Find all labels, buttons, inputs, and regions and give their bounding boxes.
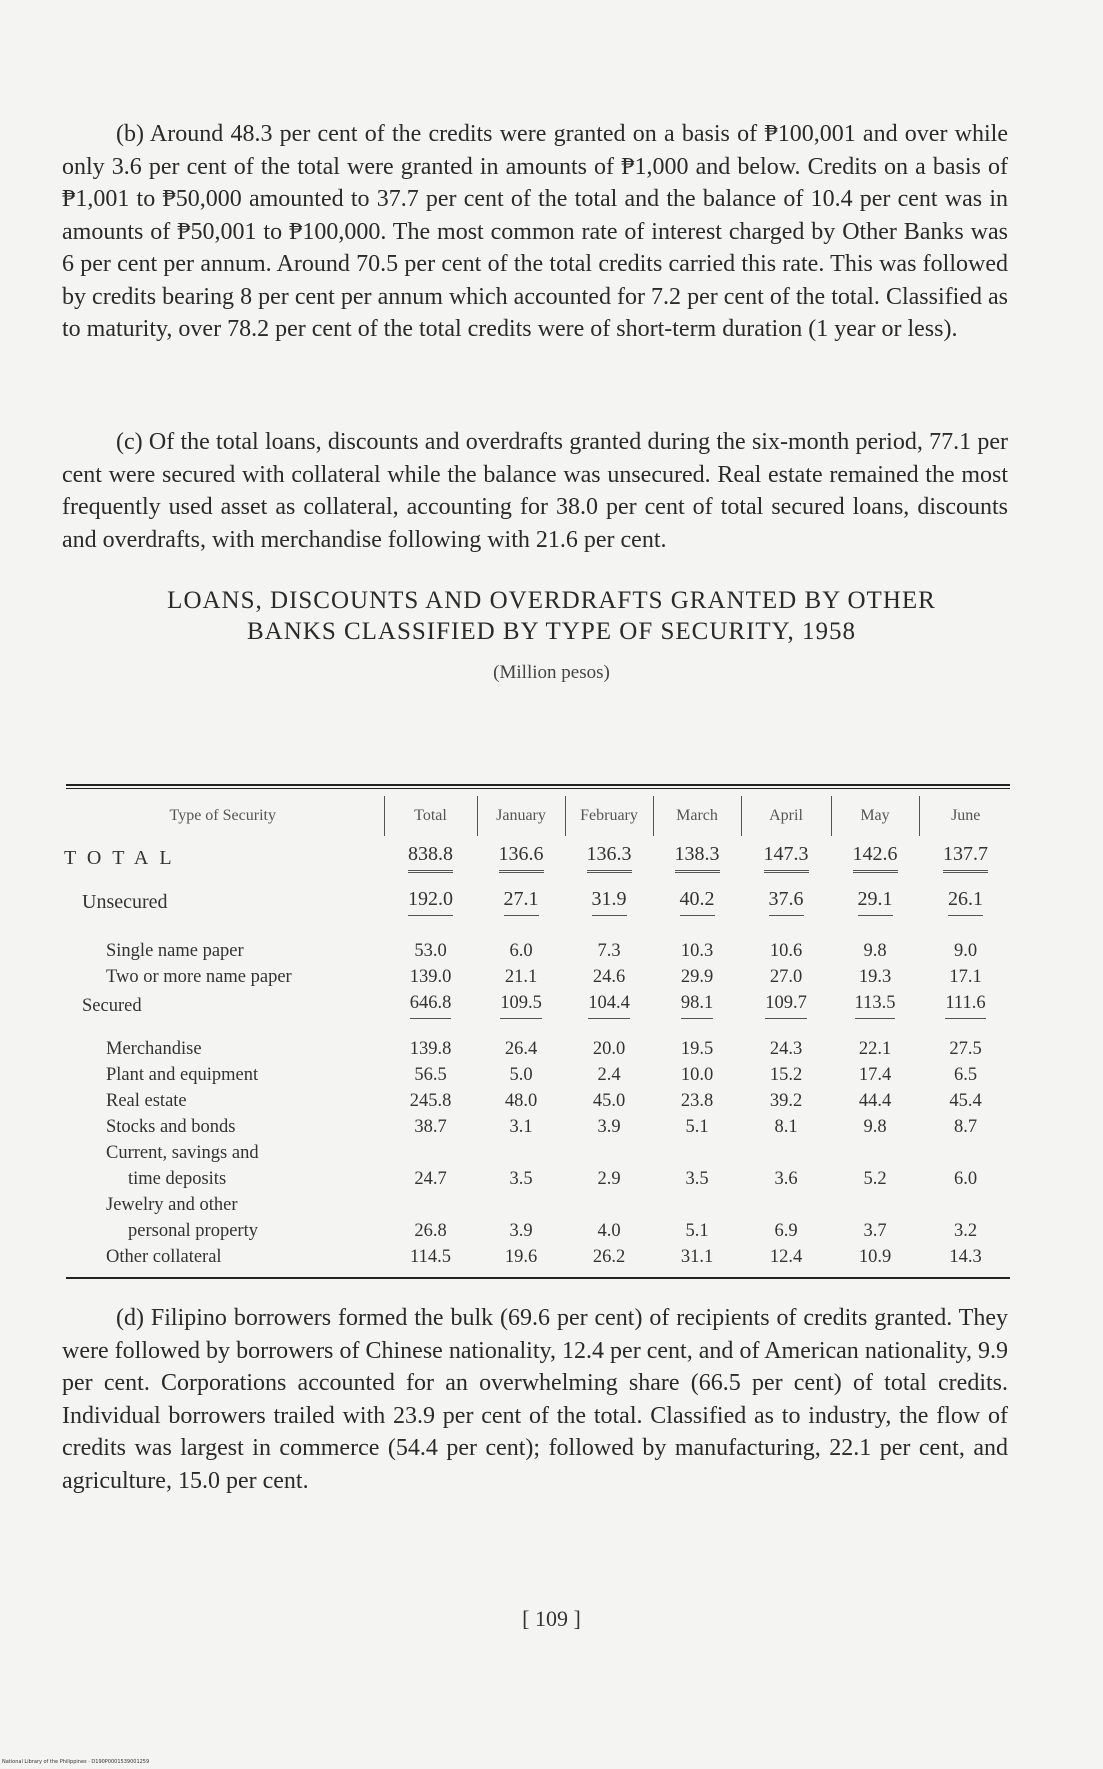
cell: 56.5 (414, 1064, 447, 1085)
row-label-total: TOTAL (64, 846, 183, 869)
cell: 9.0 (953, 940, 978, 961)
cell: 6.0 (953, 1168, 978, 1189)
cell: 8.1 (774, 1116, 798, 1137)
header-june: June (919, 796, 1012, 836)
cell: 31.9 (592, 888, 627, 916)
row-label-single-name: Single name paper (106, 940, 244, 961)
cell: 24.6 (592, 966, 626, 987)
table-row-plant (62, 1062, 1012, 1088)
cell: 45.4 (949, 1090, 982, 1111)
cell: 5.1 (685, 1116, 709, 1137)
table-row-stocks (62, 1114, 1012, 1140)
cell: 5.2 (863, 1168, 887, 1189)
header-type: Type of Security (169, 807, 276, 824)
row-label-stocks: Stocks and bonds (106, 1116, 236, 1137)
cell: 27.1 (504, 888, 539, 916)
cell: 2.4 (597, 1064, 621, 1085)
row-label-jewelry-line-1: Jewelry and other (106, 1194, 238, 1215)
cell: 20.0 (592, 1038, 626, 1059)
table-top-rule-thin (66, 788, 1010, 789)
cell: 111.6 (945, 993, 985, 1019)
cell: 245.8 (409, 1090, 452, 1111)
cell: 109.7 (765, 993, 807, 1019)
table-row-total (62, 836, 1012, 880)
cell: 15.2 (769, 1064, 803, 1085)
cell: 3.2 (953, 1220, 978, 1241)
cell: 6.0 (509, 940, 533, 961)
cell: 139.8 (409, 1038, 452, 1059)
row-label-jewelry-line-2: personal property (128, 1220, 258, 1241)
header-april: April (741, 796, 831, 836)
cell: 7.3 (597, 940, 621, 961)
table-header-row (62, 796, 1012, 836)
cell: 10.3 (680, 940, 714, 961)
row-label-secured: Secured (82, 995, 142, 1016)
cell: 137.7 (943, 843, 988, 873)
row-label-deposits-line-2: time deposits (128, 1168, 227, 1189)
cell: 98.1 (681, 993, 713, 1019)
table-title-line-2: BANKS CLASSIFIED BY TYPE OF SECURITY, 1958 (247, 618, 856, 645)
table-bottom-rule (66, 1277, 1010, 1279)
cell: 192.0 (408, 888, 453, 916)
cell: 39.2 (769, 1090, 803, 1111)
scan-credit: National Library of the Philippines · D190P0001539001259 (2, 1759, 150, 1765)
cell: 3.5 (509, 1168, 533, 1189)
cell: 139.0 (409, 966, 452, 987)
cell: 29.9 (680, 966, 714, 987)
row-label-merchandise: Merchandise (106, 1038, 202, 1059)
row-label-plant: Plant and equipment (106, 1064, 259, 1085)
cell: 3.9 (597, 1116, 621, 1137)
cell: 19.3 (858, 966, 892, 987)
table-row-unsecured (62, 880, 1012, 924)
cell: 114.5 (410, 1246, 451, 1267)
cell: 646.8 (410, 993, 452, 1019)
cell: 3.9 (509, 1220, 533, 1241)
table-row-secured (62, 990, 1012, 1022)
row-label-two-or-more: Two or more name paper (106, 966, 292, 987)
cell: 26.4 (504, 1038, 538, 1059)
cell: 48.0 (504, 1090, 538, 1111)
cell: 136.6 (499, 843, 544, 873)
cell: 104.4 (588, 993, 630, 1019)
cell: 17.1 (949, 966, 982, 987)
cell: 838.8 (408, 843, 453, 873)
cell: 38.7 (414, 1116, 447, 1137)
cell: 23.8 (680, 1090, 714, 1111)
cell: 3.1 (509, 1116, 533, 1137)
row-label-real-estate: Real estate (106, 1090, 187, 1111)
cell: 26.1 (948, 888, 983, 916)
cell: 12.4 (769, 1246, 803, 1267)
table-top-rule (66, 784, 1010, 786)
cell: 10.0 (680, 1064, 714, 1085)
paragraph-b-text: (b) Around 48.3 per cent of the credits were granted on a basis of ₱100,001 and over while only 3.6 per cent of the total were granted in amounts of ₱1,000 and below. Credits on a basis of ₱1,001 to ₱50,000 amounted to 37.7 per cent of the total and the balance of 10.4 per cent was in amounts of ₱50,001 to ₱100,000. The most common rate of interest charged by Other Banks was 6 per cent per annum. Around 70.5 per cent of the total credits carried this rate. This was followed by credits bearing 8 per cent per annum which accounted for 7.2 per cent of the total. Classified as to maturity, over 78.2 per cent of the total credits were of short-term duration (1 year or less). (62, 121, 1008, 342)
cell: 6.9 (774, 1220, 798, 1241)
cell: 138.3 (675, 843, 720, 873)
table-units: (Million pesos) (493, 662, 610, 683)
header-march: March (653, 796, 741, 836)
cell: 3.5 (685, 1168, 709, 1189)
cell: 26.2 (592, 1246, 626, 1267)
cell: 2.9 (597, 1168, 621, 1189)
table-row-single-name (62, 938, 1012, 964)
table-row-other (62, 1244, 1012, 1270)
table-title-line-1: LOANS, DISCOUNTS AND OVERDRAFTS GRANTED BY OTHER (167, 587, 936, 614)
table-row-real-estate (62, 1088, 1012, 1114)
cell: 8.7 (953, 1116, 978, 1137)
cell: 27.5 (949, 1038, 982, 1059)
table-row-deposits (62, 1166, 1012, 1192)
cell: 14.3 (949, 1246, 982, 1267)
cell: 24.7 (414, 1168, 447, 1189)
cell: 21.1 (504, 966, 538, 987)
cell: 26.8 (414, 1220, 447, 1241)
cell: 40.2 (680, 888, 715, 916)
cell: 27.0 (769, 966, 803, 987)
paragraph-c-text: (c) Of the total loans, discounts and overdrafts granted during the six-month period, 77.1 per cent were secured with collateral while the balance was unsecured. Real estate remained the most frequently used asset as collateral, accounting for 38.0 per cent of total secured loans, discounts and overdrafts, with merchandise following with 21.6 per cent. (62, 429, 1008, 553)
security-table (62, 796, 1012, 1270)
header-february: February (565, 796, 653, 836)
cell: 9.8 (863, 940, 887, 961)
header-total: Total (384, 796, 477, 836)
header-may: May (831, 796, 919, 836)
cell: 9.8 (863, 1116, 887, 1137)
paragraph-d-text: (d) Filipino borrowers formed the bulk (69.6 per cent) of recipients of credits granted. They were followed by borrowers of Chinese nationality, 12.4 per cent, and of American nationality, 9.9 per cent. Corporations accounted for an overwhelming share (66.5 per cent) of total credits. Individual borrowers trailed with 23.9 per cent of the total. Classified as to industry, the flow of credits was largest in commerce (54.4 per cent); followed by manufacturing, 22.1 per cent, and agriculture, 15.0 per cent. (62, 1305, 1008, 1494)
cell: 109.5 (500, 993, 542, 1019)
cell: 3.7 (863, 1220, 887, 1241)
table-row-jewelry-label (62, 1192, 1012, 1218)
cell: 10.6 (769, 940, 803, 961)
table-row-jewelry (62, 1218, 1012, 1244)
cell: 4.0 (597, 1220, 621, 1241)
cell: 19.6 (504, 1246, 538, 1267)
cell: 31.1 (680, 1246, 714, 1267)
cell: 19.5 (680, 1038, 714, 1059)
row-label-other: Other collateral (106, 1246, 222, 1267)
cell: 5.1 (685, 1220, 709, 1241)
paragraph-d (62, 1302, 1008, 1497)
cell: 17.4 (858, 1064, 892, 1085)
header-january: January (477, 796, 565, 836)
cell: 53.0 (414, 940, 447, 961)
cell: 45.0 (592, 1090, 626, 1111)
table-row-deposits-label (62, 1140, 1012, 1166)
cell: 147.3 (764, 843, 809, 873)
table-row-two-or-more (62, 964, 1012, 990)
cell: 142.6 (853, 843, 898, 873)
cell: 24.3 (769, 1038, 803, 1059)
cell: 10.9 (858, 1246, 892, 1267)
cell: 22.1 (858, 1038, 892, 1059)
paragraph-b (62, 118, 1008, 346)
cell: 3.6 (774, 1168, 798, 1189)
cell: 44.4 (858, 1090, 892, 1111)
cell: 6.5 (953, 1064, 978, 1085)
cell: 113.5 (855, 993, 896, 1019)
cell: 5.0 (509, 1064, 533, 1085)
row-label-unsecured: Unsecured (82, 890, 168, 913)
row-label-deposits-line-1: Current, savings and (106, 1142, 259, 1163)
paragraph-c (62, 426, 1008, 556)
cell: 136.3 (587, 843, 632, 873)
cell: 29.1 (858, 888, 893, 916)
table-row-merchandise (62, 1036, 1012, 1062)
cell: 37.6 (769, 888, 804, 916)
page-number: [ 109 ] (522, 1606, 581, 1631)
